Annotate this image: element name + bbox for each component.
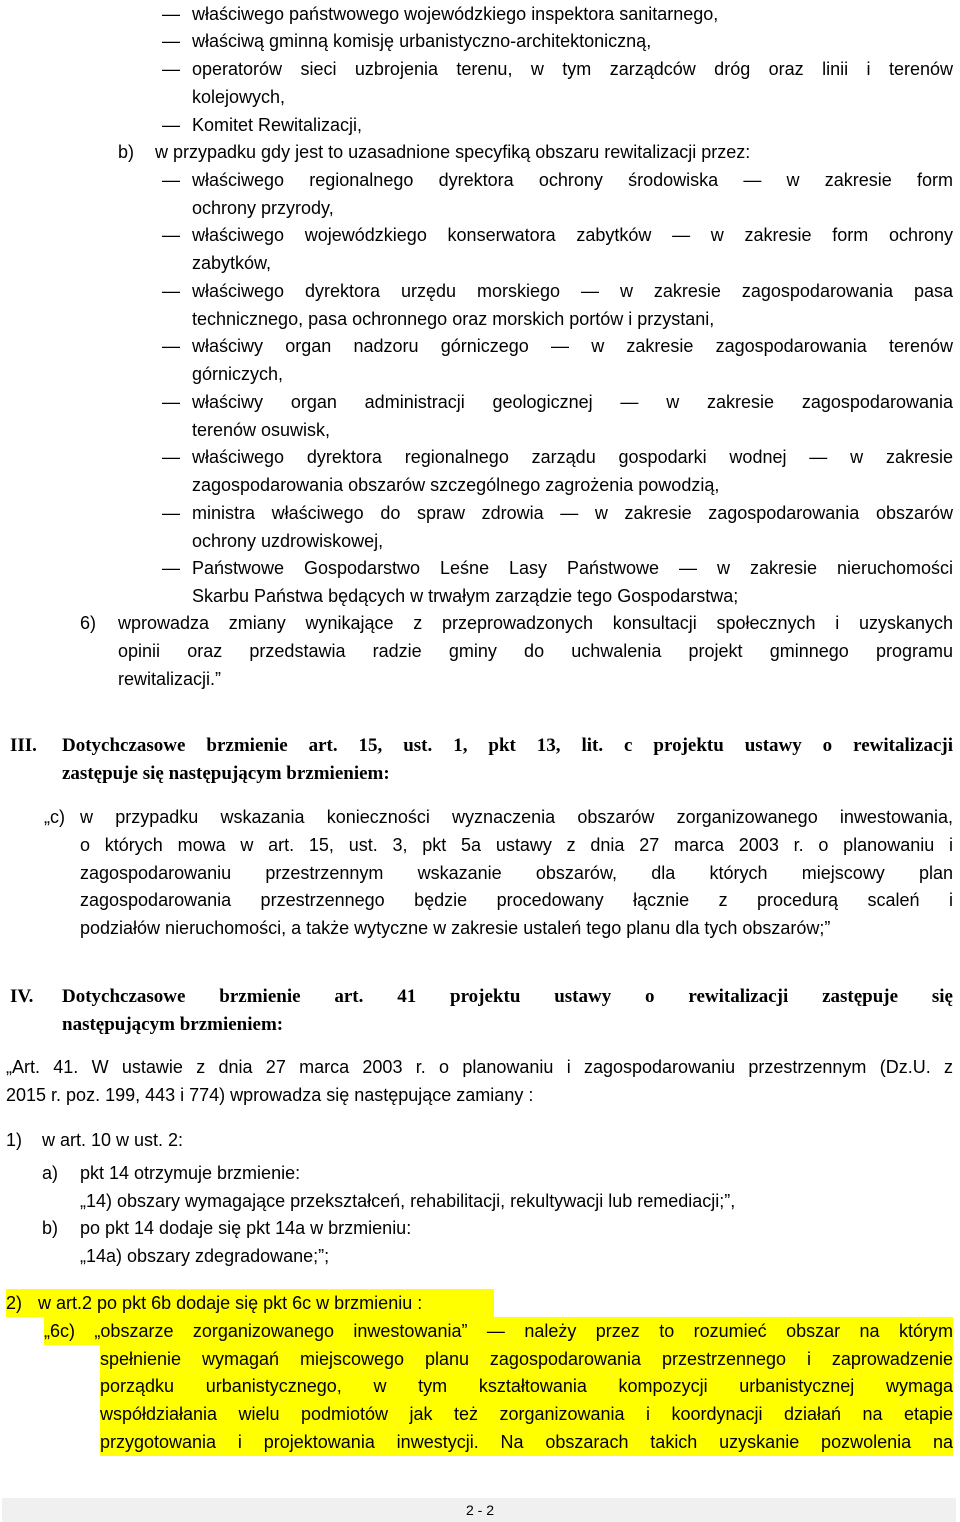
- section-heading: Dotychczasowe brzmienie art. 41 projektu ustawy o rewitalizacji zastępuje się: [62, 986, 953, 1007]
- item-label-b: b): [118, 142, 135, 162]
- item-label-6: 6): [80, 613, 97, 633]
- point-a-text: pkt 14 otrzymuje brzmienie:: [80, 1163, 301, 1183]
- item-c-line: zagospodarowaniu przestrzennym wskazanie obszarów, dla których miejscowy plan: [80, 863, 953, 883]
- item-6-line: opinii oraz przedstawia radzie gminy do uchwalenia projekt gminnego programu: [118, 641, 953, 661]
- point-label-b: b): [42, 1218, 59, 1238]
- page-number: 2 - 2: [465, 1502, 494, 1518]
- list-dash: —: [162, 503, 180, 523]
- list-dash: —: [162, 336, 180, 356]
- list-dash: —: [162, 31, 180, 51]
- point-a-quote: „14) obszary wymagające przekształceń, rehabilitacji, rekultywacji lub remediacji;”,: [80, 1191, 736, 1211]
- list-dash: —: [162, 59, 180, 79]
- highlighted-definition-line: porządku urbanistycznego, w tym kształtowania kompozycji urbanistycznej wymaga: [100, 1372, 953, 1400]
- highlighted-definition-line: spełnienie wymagań miejscowego planu zagospodarowania przestrzennego i zaprowadzenie: [100, 1345, 953, 1373]
- item-c-line: w przypadku wskazania konieczności wyznaczenia obszarów zorganizowanego inwestowania,: [80, 807, 953, 827]
- highlighted-definition-line: współdziałania wielu podmiotów jak też zorganizowania i koordynacji działań na etapie: [100, 1400, 953, 1428]
- list-item-continuation: ochrony uzdrowiskowej,: [192, 531, 384, 551]
- list-item-continuation: zabytków,: [192, 253, 272, 273]
- list-dash: —: [162, 447, 180, 467]
- article-paragraph-line: 2015 r. poz. 199, 443 i 774) wprowadza się następujące zamiany :: [6, 1085, 534, 1105]
- list-dash: —: [162, 281, 180, 301]
- item-c-line: zagospodarowania przestrzennego będzie procedowany łącznie z procedurą scaleń i: [80, 890, 953, 910]
- point-b-quote: „14a) obszary zdegradowane;”;: [80, 1246, 330, 1266]
- list-item: właściwy organ nadzoru górniczego — w zakresie zagospodarowania terenów: [192, 336, 953, 356]
- list-item: właściwą gminną komisję urbanistyczno-architektoniczną,: [192, 31, 652, 51]
- list-item: właściwego dyrektora urzędu morskiego — w zakresie zagospodarowania pasa: [192, 281, 953, 301]
- list-item: właściwego dyrektora regionalnego zarządu gospodarki wodnej — w zakresie: [192, 447, 953, 467]
- list-item-continuation: górniczych,: [192, 364, 284, 384]
- list-item-continuation: technicznego, pasa ochronnego oraz morskich portów i przystani,: [192, 309, 715, 329]
- list-item-continuation: ochrony przyrody,: [192, 198, 334, 218]
- list-item-continuation: kolejowych,: [192, 87, 286, 107]
- list-dash: —: [162, 558, 180, 578]
- item-6-line: rewitalizacji.”: [118, 669, 222, 689]
- list-dash: —: [162, 225, 180, 245]
- point-1-text: w art. 10 w ust. 2:: [42, 1130, 184, 1150]
- point-label-1: 1): [6, 1130, 23, 1150]
- point-label-2: 2): [6, 1293, 23, 1313]
- list-dash: —: [162, 115, 180, 135]
- list-item: właściwy organ administracji geologicznej — w zakresie zagospodarowania: [192, 392, 953, 412]
- section-heading-continuation: zastępuje się następującym brzmieniem:: [62, 763, 390, 784]
- item-c-line: podziałów nieruchomości, a także wytyczne w zakresie ustaleń tego planu dla tych obszarów;”: [80, 918, 831, 938]
- section-number: IV.: [10, 986, 34, 1007]
- section-heading: Dotychczasowe brzmienie art. 15, ust. 1, pkt 13, lit. c projektu ustawy o rewitalizacji: [62, 735, 953, 756]
- article-paragraph-line: „Art. 41. W ustawie z dnia 27 marca 2003 r. o planowaniu i zagospodarowaniu przestrzennym (Dz.U. z: [6, 1057, 953, 1077]
- point-label-a: a): [42, 1163, 59, 1183]
- list-item-continuation: Skarbu Państwa będących w trwałym zarządzie tego Gospodarstwa;: [192, 586, 739, 606]
- item-6-line: wprowadza zmiany wynikające z przeprowadzonych konsultacji społecznych i uzyskanych: [118, 613, 953, 633]
- point-b-text: po pkt 14 dodaje się pkt 14a w brzmieniu:: [80, 1218, 412, 1238]
- section-heading-continuation: następującym brzmieniem:: [62, 1014, 284, 1035]
- list-item: właściwego państwowego wojewódzkiego inspektora sanitarnego,: [192, 4, 719, 24]
- point-2-text: w art.2 po pkt 6b dodaje się pkt 6c w brzmieniu :: [38, 1293, 423, 1313]
- section-number: III.: [10, 735, 37, 756]
- list-item: ministra właściwego do spraw zdrowia — w zakresie zagospodarowania obszarów: [192, 503, 953, 523]
- list-dash: —: [162, 170, 180, 190]
- highlighted-definition-line: „6c) „obszarze zorganizowanego inwestowania” — należy przez to rozumieć obszar na którym: [44, 1317, 953, 1345]
- list-item-continuation: terenów osuwisk,: [192, 420, 331, 440]
- item-label-c: „c): [44, 807, 65, 827]
- item-b-text: w przypadku gdy jest to uzasadnione specyfiką obszaru rewitalizacji przez:: [155, 142, 751, 162]
- list-item-continuation: zagospodarowania obszarów szczególnego zagrożenia powodzią,: [192, 475, 720, 495]
- list-item: Komitet Rewitalizacji,: [192, 115, 363, 135]
- list-item: właściwego regionalnego dyrektora ochrony środowiska — w zakresie form: [192, 170, 953, 190]
- list-item: Państwowe Gospodarstwo Leśne Lasy Państwowe — w zakresie nieruchomości: [192, 558, 953, 578]
- list-dash: —: [162, 392, 180, 412]
- highlighted-point-2: [6, 1289, 494, 1317]
- list-dash: —: [162, 4, 180, 24]
- list-item: operatorów sieci uzbrojenia terenu, w tym zarządców dróg oraz linii i terenów: [192, 59, 953, 79]
- highlighted-definition-line: przygotowania i projektowania inwestycji. Na obszarach takich uzyskanie pozwolenia na: [100, 1428, 953, 1456]
- list-item: właściwego wojewódzkiego konserwatora zabytków — w zakresie form ochrony: [192, 225, 953, 245]
- item-c-line: o których mowa w art. 15, ust. 3, pkt 5a ustawy z dnia 27 marca 2003 r. o planowaniu i: [80, 835, 953, 855]
